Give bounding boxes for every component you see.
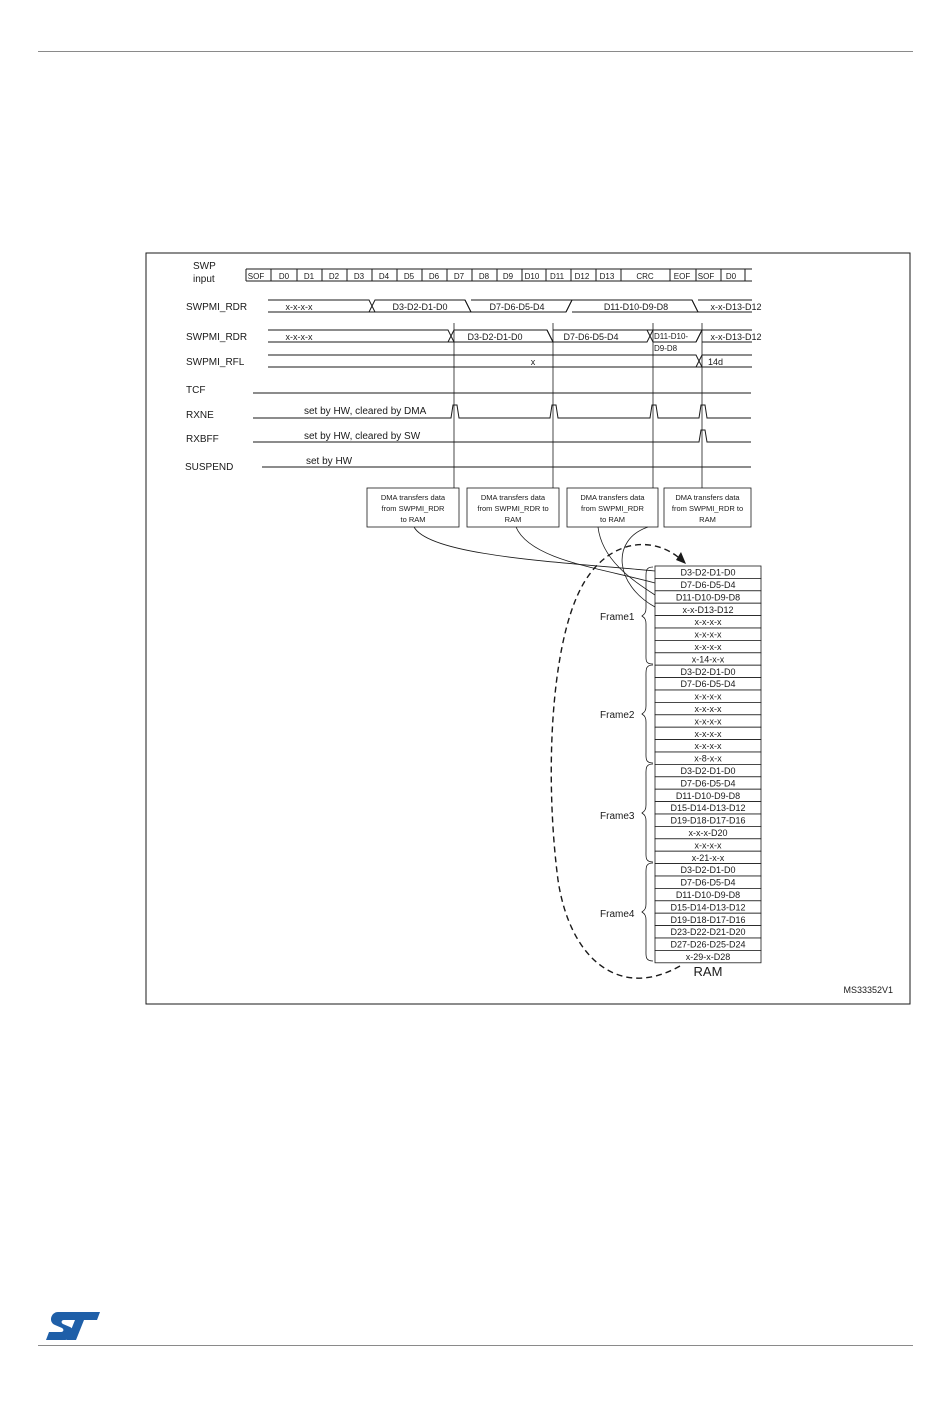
signal-label-tcf: TCF (186, 385, 206, 396)
rxbff-note: set by HW, cleared by SW (304, 431, 421, 442)
dma-box-text: from SWPMI_RDR to (477, 504, 549, 513)
ram-cell (655, 690, 761, 702)
swp-slot-label: D1 (303, 272, 315, 281)
dma-box-text: from SWPMI_RDR (381, 504, 445, 513)
ram-cell-text: x-14-x-x (691, 654, 725, 665)
frame-label-4: Frame4 (600, 909, 635, 920)
st-logo-s-shape (46, 1312, 100, 1340)
dma-transfer-boxes (367, 488, 751, 527)
swp-slot-label: D13 (599, 272, 615, 281)
figure-id: MS33352V1 (843, 985, 893, 995)
ram-cell-text: D3-D2-D1-D0 (680, 567, 736, 578)
dma-box (467, 488, 559, 527)
ram-cell (655, 665, 761, 677)
signal-label-rdr2: SWPMI_RDR (186, 332, 248, 343)
ram-cell-text: D7-D6-D5-D4 (680, 679, 736, 690)
dma-box-text: from SWPMI_RDR to (671, 504, 744, 513)
swp-slot-label: D8 (478, 272, 490, 281)
rdr2-value-3a: D11-D10- (654, 332, 689, 341)
ram-cell-text: x-x-x-x (694, 704, 722, 714)
frame-label-1: Frame1 (600, 612, 635, 623)
ram-cell-text: x-x-x-x (694, 691, 722, 702)
signal-label-rfl: SWPMI_RFL (186, 357, 245, 368)
ram-cell-text: D7-D6-D5-D4 (680, 580, 736, 590)
swp-slot-label: D4 (378, 272, 390, 281)
swp-slot-label: D12 (574, 272, 590, 281)
ram-cell (655, 802, 761, 814)
ram-cell (655, 876, 761, 888)
ram-cell (655, 591, 761, 603)
dma-box-text: from SWPMI_RDR (581, 504, 644, 513)
ram-cell-text: x-x-x-x (694, 840, 722, 851)
ram-column (655, 566, 761, 963)
swp-input-row (246, 269, 752, 281)
ram-cell (655, 678, 761, 690)
ram-cell (655, 616, 761, 628)
dma-box-text: RAM (699, 515, 716, 524)
rfl-value-1: 14d (708, 357, 724, 367)
ram-cell (655, 913, 761, 925)
swp-slot-label: D0 (278, 272, 290, 281)
dma-box (664, 488, 751, 527)
dma-box-text: DMA transfers data (580, 493, 645, 502)
swp-slot-label: D2 (328, 272, 340, 281)
ram-cell-text: x-8-x-x (694, 753, 722, 764)
loop-arrowhead-icon (676, 552, 686, 564)
ram-cell (655, 777, 761, 789)
ram-title: RAM (693, 964, 723, 979)
ram-cell (655, 839, 761, 851)
signal-label-rxbff: RXBFF (186, 434, 219, 445)
ram-cell (655, 864, 761, 876)
ram-cell-text: D7-D6-D5-D4 (680, 877, 736, 888)
ram-cell-text: D27-D26-D25-D24 (670, 939, 746, 950)
ram-cell-text: D15-D14-D13-D12 (670, 803, 746, 814)
rdr2-value-3b: D9-D8 (654, 344, 678, 353)
ram-cell (655, 702, 761, 714)
dma-flow-curves (414, 527, 655, 607)
rfl-bus (268, 355, 752, 367)
dma-box-text: to RAM (400, 515, 426, 524)
ram-cell (655, 578, 761, 590)
swp-slot-label: D6 (428, 272, 440, 281)
ram-cell-text: x-x-x-x (694, 629, 722, 640)
rdr1-value-3: D11-D10-D9-D8 (603, 302, 669, 312)
ram-cell (655, 888, 761, 900)
rxne-note: set by HW, cleared by DMA (304, 406, 427, 417)
ram-cell-text: x-x-x-x (694, 642, 722, 652)
rdr2-value-4: x-x-D13-D12 (710, 332, 762, 342)
signal-label-rxne: RXNE (186, 410, 214, 421)
signal-label-suspend: SUSPEND (185, 462, 234, 473)
rdr1-value-2: D7-D6-D5-D4 (489, 302, 545, 312)
ram-cell-text: D3-D2-D1-D0 (680, 865, 736, 876)
signal-label-swp: SWP (193, 261, 216, 272)
rfl-value-0: x (530, 357, 536, 367)
ram-cell (655, 789, 761, 801)
dma-box-text: to RAM (599, 515, 626, 524)
ram-cell (655, 764, 761, 776)
rdr1-value-4: x-x-D13-D12 (710, 302, 762, 312)
signal-label-swp-input: input (193, 274, 215, 285)
ram-cell (655, 851, 761, 863)
frame-label-3: Frame3 (600, 811, 635, 822)
swp-slot-label: D7 (453, 272, 465, 281)
swp-slot-label: D11 (549, 272, 565, 281)
ram-cell-text: D3-D2-D1-D0 (680, 766, 736, 776)
ram-cell (655, 901, 761, 913)
swp-slot-label: D9 (502, 272, 514, 281)
swp-slot-label: SOF (697, 272, 715, 281)
swp-slot-label: EOF (673, 272, 691, 281)
ram-cell-text: x-x-D13-D12 (682, 604, 734, 615)
ram-cell (655, 715, 761, 727)
ram-cell-text: D3-D2-D1-D0 (680, 666, 736, 677)
swp-slot-label: D5 (403, 272, 415, 281)
ram-cell-text: x-21-x-x (691, 852, 725, 863)
ram-cell (655, 640, 761, 652)
st-logo (44, 1309, 104, 1343)
ram-cell-text: D19-D18-D17-D16 (670, 914, 746, 925)
dma-box-text: RAM (504, 515, 522, 524)
ram-cell (655, 727, 761, 739)
rdr2-value-2: D7-D6-D5-D4 (563, 332, 619, 342)
ram-cell-text: x-29-x-D28 (685, 952, 731, 962)
suspend-note: set by HW (306, 456, 353, 467)
signal-label-rdr1: SWPMI_RDR (186, 302, 248, 313)
frame-braces (642, 567, 653, 961)
swp-slot-label: CRC (636, 272, 654, 281)
rdr1-value-1: D3-D2-D1-D0 (392, 302, 448, 312)
ram-cell-text: D11-D10-D9-D8 (675, 592, 741, 603)
rdr2-value-0: x-x-x-x (285, 332, 313, 342)
ram-cell-text: x-x-x-x (694, 716, 722, 727)
ram-cell (655, 938, 761, 950)
ram-cell (655, 628, 761, 640)
ram-cell-text: x-x-x-x (694, 617, 722, 628)
ram-cell (655, 752, 761, 764)
ram-cell-text: D7-D6-D5-D4 (680, 778, 736, 789)
rdr2-value-1: D3-D2-D1-D0 (467, 332, 523, 342)
ram-cell-text: D11-D10-D9-D8 (675, 890, 741, 900)
dma-box (367, 488, 459, 527)
ram-cell-text: x-x-x-x (694, 741, 722, 752)
ram-cell-text: D11-D10-D9-D8 (675, 790, 741, 801)
ram-cell (655, 566, 761, 578)
ram-cell-text: D19-D18-D17-D16 (670, 815, 746, 826)
rdr1-value-0: x-x-x-x (285, 302, 313, 312)
frame-label-2: Frame2 (600, 710, 635, 721)
dma-box-text: DMA transfers data (380, 493, 446, 502)
figure-frame (146, 253, 910, 1004)
swp-slot-label: D10 (524, 272, 540, 281)
ram-cell-text: D15-D14-D13-D12 (670, 902, 746, 913)
ram-cell (655, 826, 761, 838)
ram-cell (655, 926, 761, 938)
ram-cell-text: x-x-x-D20 (688, 828, 728, 838)
swp-slot-label: D0 (725, 272, 737, 281)
ram-cell (655, 814, 761, 826)
ram-cell (655, 740, 761, 752)
swp-slot-label: D3 (353, 272, 365, 281)
ram-cell-text: D23-D22-D21-D20 (670, 927, 746, 938)
ram-cell (655, 653, 761, 665)
swp-slot-label: SOF (247, 272, 265, 281)
ram-cell (655, 950, 761, 962)
ram-cell (655, 603, 761, 615)
dma-box-text: DMA transfers data (675, 493, 740, 502)
ram-cell-text: x-x-x-x (694, 728, 722, 739)
dma-box (567, 488, 658, 527)
dma-box-text: DMA transfers data (480, 493, 546, 502)
